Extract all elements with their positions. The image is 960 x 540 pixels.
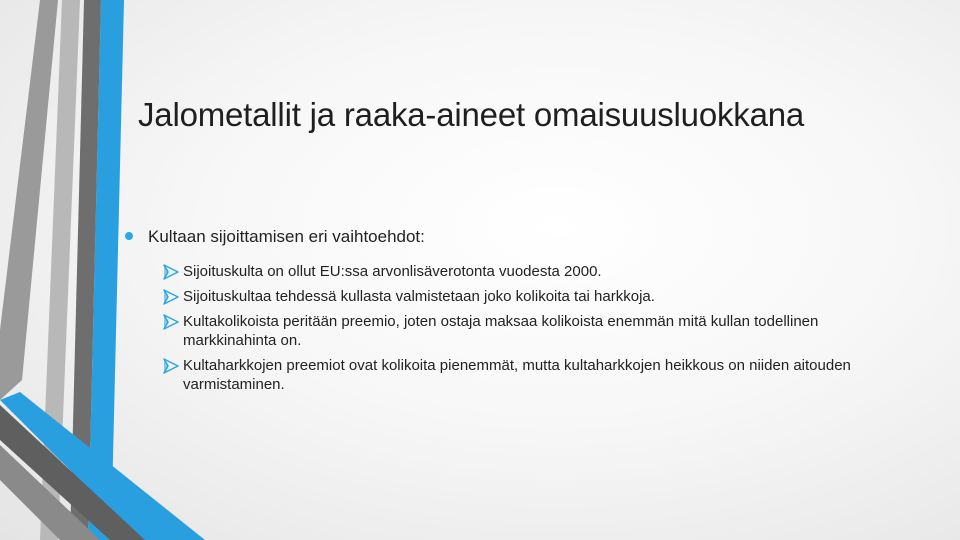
bullet-list (120, 226, 910, 394)
circle-bullet-icon (125, 232, 133, 240)
bullet-main-text: Kultaan sijoittamisen eri vaihtoehdot: (148, 227, 425, 246)
sub-bullet-text: Kultakolikoista peritään preemio, joten ostaja maksaa kolikoista enemmän mitä kullan todellinen markkinahinta on. (183, 313, 819, 349)
arrow-bullet-icon (162, 288, 180, 306)
sub-bullet-2 (120, 287, 910, 306)
bullet-main (120, 226, 910, 248)
sub-bullet-4 (120, 356, 910, 394)
arrow-bullet-icon (162, 313, 180, 331)
sub-bullet-text: Sijoituskultaa tehdessä kullasta valmistetaan joko kolikoita tai harkkoja. (183, 288, 655, 305)
sub-bullet-3 (120, 312, 910, 350)
slide-title: Jalometallit ja raaka-aineet omaisuusluokkana (138, 96, 805, 133)
sub-bullet-text: Sijoituskulta on ollut EU:ssa arvonlisäverotonta vuodesta 2000. (183, 263, 602, 280)
arrow-bullet-icon (162, 357, 180, 375)
sub-bullet-1 (120, 262, 910, 281)
arrow-bullet-icon (162, 263, 180, 281)
sub-bullet-text: Kultaharkkojen preemiot ovat kolikoita pienemmät, mutta kultaharkkojen heikkous on niiden aitouden varmistaminen. (183, 357, 851, 393)
